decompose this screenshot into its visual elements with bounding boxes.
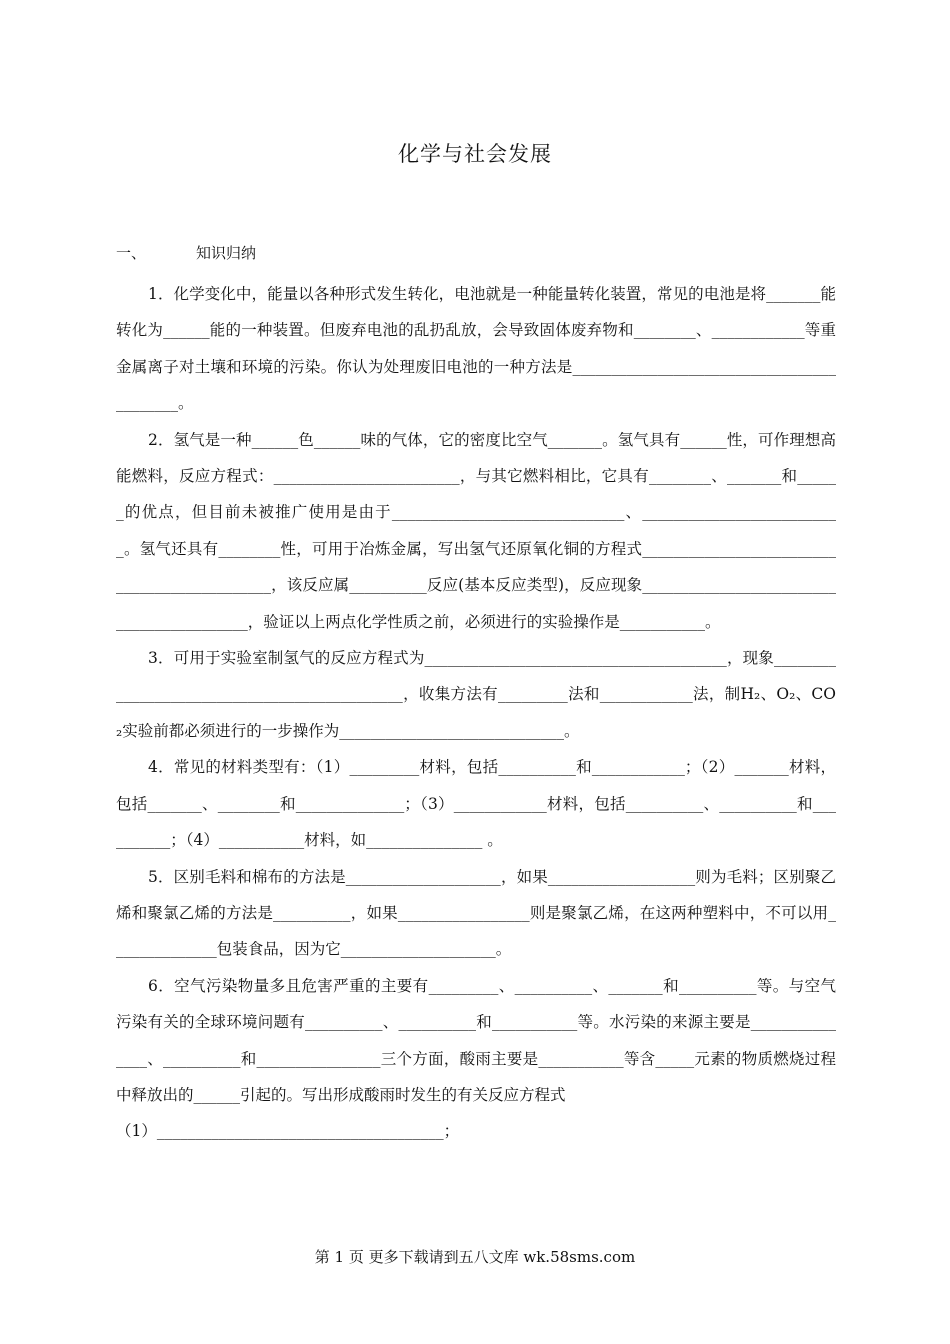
question-4: 4．常见的材料类型有：（1）_________材料，包括__________和____________；（2）_______材料，包括_______、________和______________；（3）____________材料，包括__________、__________和__________；（4）___________材料，如_______________ 。 (116, 758, 836, 850)
question-1: 1．化学变化中，能量以各种形式发生转化，电池就是一种能量转化装置，常见的电池是将_______能转化为______能的一种装置。但废弃电池的乱扔乱放，会导致固体废弃物和________、____________等重金属离子对土壤和环境的污染。你认为处理废旧电池的一种方法是__________________________________________。 (116, 285, 836, 413)
section-heading (116, 242, 256, 263)
question-6: 6．空气污染物量多且危害严重的主要有_________、__________、_______和__________等。与空气污染有关的全球环境问题有__________、__________和___________等。水污染的来源主要是_______________、__________和________________三个方面，酸雨主要是___________等含_____元素的物质燃烧过程中释放出的______引起的。写出形成酸雨时发生的有关反应方程式 (116, 976, 836, 1104)
equation-answer-line: （1）_____________________________________； (116, 1122, 460, 1141)
section-title: 知识归纳 (196, 244, 257, 262)
question-3: 3．可用于实验室制氢气的反应方程式为_______________________________________，现象_____________________________________________，收集方法有_________法和____________法，制H₂、O₂、CO₂实验前都必须进行的一步操作为_____________________________。 (116, 649, 836, 740)
page-footer: 第 1 页 更多下载请到五八文库 wk.58sms.com (314, 1248, 636, 1266)
question-list (116, 276, 836, 1150)
section-number: 一、 (116, 244, 147, 262)
question-2: 2．氢气是一种______色______味的气体，它的密度比空气_______。氢气具有______性，可作理想高能燃料，反应方程式：________________________，与其它燃料相比，它具有________、_______和______的优点，但目前未被推广使用是由于______________________________、__________________________。氢气还具有________性，可用于冶炼金属，写出氢气还原氧化铜的方程式_____________________________________________，该反应属__________反应(基本反应类型)，反应现象__________________________________________，验证以上两点化学性质之前，必须进行的实验操作是___________。 (116, 430, 836, 631)
question-5: 5．区别毛料和棉布的方法是____________________，如果___________________则为毛料；区别聚乙烯和聚氯乙烯的方法是__________，如果_________________则是聚氯乙烯，在这两种塑料中，不可以用______________包装食品，因为它____________________。 (116, 867, 836, 959)
document-title: 化学与社会发展 (398, 142, 552, 166)
